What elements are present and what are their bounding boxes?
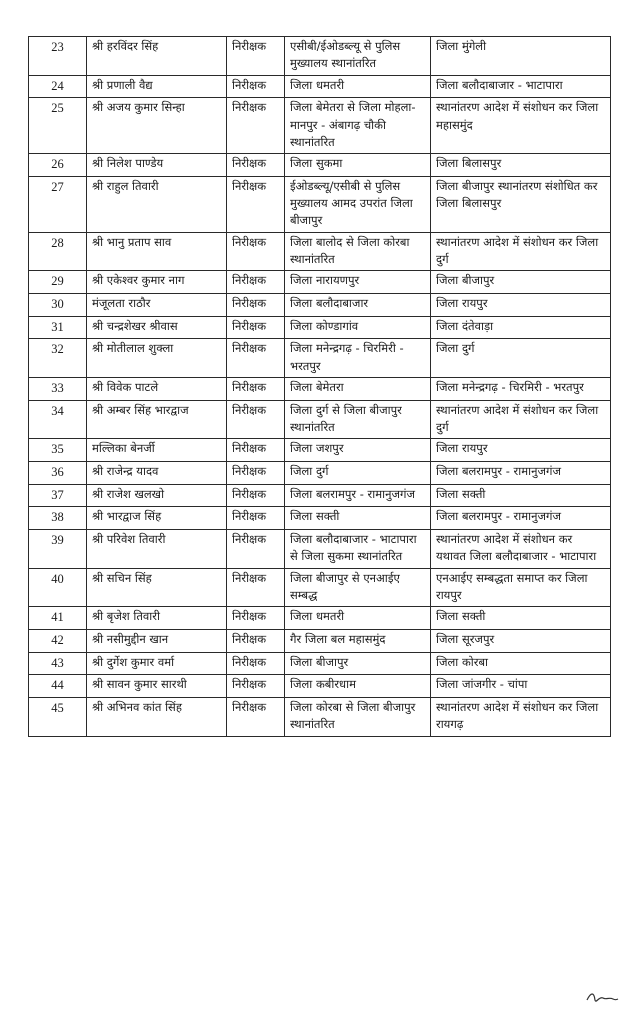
current-posting-cell: जिला दुर्ग [285,461,431,484]
officer-name-cell: श्री विवेक पाटले [87,377,227,400]
table-row [29,176,611,232]
rank-cell: निरीक्षक [227,400,285,439]
table-row [29,271,611,294]
table-row [29,507,611,530]
new-posting-cell: जिला मनेन्द्रगढ़ - चिरमिरी - भरतपुर [431,377,611,400]
officer-name-cell: मंजूलता राठौर [87,293,227,316]
rank-cell: निरीक्षक [227,484,285,507]
new-posting-cell: जिला बीजापुर [431,271,611,294]
table-row [29,568,611,607]
current-posting-cell: जिला बीजापुर [285,652,431,675]
new-posting-cell: जिला बलौदाबाजार - भाटापारा [431,75,611,98]
serial-number-cell: 44 [29,675,87,698]
rank-cell: निरीक्षक [227,568,285,607]
serial-number-cell: 43 [29,652,87,675]
rank-cell: निरीक्षक [227,271,285,294]
serial-number-cell: 27 [29,176,87,232]
new-posting-cell: जिला दुर्ग [431,339,611,378]
rank-cell: निरीक्षक [227,507,285,530]
new-posting-cell: जिला सक्ती [431,607,611,630]
rank-cell: निरीक्षक [227,652,285,675]
table-row [29,293,611,316]
new-posting-cell: जिला बिलासपुर [431,154,611,177]
table-row [29,400,611,439]
table-row [29,698,611,737]
new-posting-cell: जिला जांजगीर - चांपा [431,675,611,698]
table-row [29,316,611,339]
rank-cell: निरीक्षक [227,377,285,400]
serial-number-cell: 41 [29,607,87,630]
serial-number-cell: 25 [29,98,87,154]
officer-name-cell: श्री नसीमुद्दीन खान [87,629,227,652]
table-row [29,675,611,698]
current-posting-cell: जिला बीजापुर से एनआईए सम्बद्ध [285,568,431,607]
officer-name-cell: श्री एकेश्वर कुमार नाग [87,271,227,294]
new-posting-cell: जिला सूरजपुर [431,629,611,652]
transfer-table-body [29,37,611,737]
current-posting-cell: जिला कोरबा से जिला बीजापुर स्थानांतरित [285,698,431,737]
new-posting-cell: जिला मुंगेली [431,37,611,76]
rank-cell: निरीक्षक [227,530,285,569]
new-posting-cell: जिला रायपुर [431,439,611,462]
officer-name-cell: श्री भारद्वाज सिंह [87,507,227,530]
current-posting-cell: जिला बलरामपुर - रामानुजगंज [285,484,431,507]
current-posting-cell: ईओडब्ल्यू/एसीबी से पुलिस मुख्यालय आमद उपरांत जिला बीजापुर [285,176,431,232]
serial-number-cell: 36 [29,461,87,484]
officer-name-cell: मल्लिका बेनर्जी [87,439,227,462]
rank-cell: निरीक्षक [227,698,285,737]
current-posting-cell: जिला धमतरी [285,75,431,98]
transfer-table [28,36,611,737]
new-posting-cell: स्थानांतरण आदेश में संशोधन कर जिला महासमुंद [431,98,611,154]
table-row [29,154,611,177]
officer-name-cell: श्री परिवेश तिवारी [87,530,227,569]
serial-number-cell: 26 [29,154,87,177]
serial-number-cell: 31 [29,316,87,339]
officer-name-cell: श्री मोतीलाल शुक्ला [87,339,227,378]
serial-number-cell: 24 [29,75,87,98]
officer-name-cell: श्री प्रणाली वैद्य [87,75,227,98]
serial-number-cell: 37 [29,484,87,507]
table-row [29,75,611,98]
current-posting-cell: जिला बालोद से जिला कोरबा स्थानांतरित [285,232,431,271]
new-posting-cell: जिला सक्ती [431,484,611,507]
new-posting-cell: जिला दंतेवाड़ा [431,316,611,339]
current-posting-cell: जिला बेमेतरा से जिला मोहला- मानपुर - अंबागढ़ चौकी स्थानांतरित [285,98,431,154]
rank-cell: निरीक्षक [227,232,285,271]
current-posting-cell: जिला बलौदाबाजार [285,293,431,316]
rank-cell: निरीक्षक [227,339,285,378]
serial-number-cell: 30 [29,293,87,316]
table-row [29,339,611,378]
officer-name-cell: श्री राजेन्द्र यादव [87,461,227,484]
officer-name-cell: श्री हरविंदर सिंह [87,37,227,76]
serial-number-cell: 38 [29,507,87,530]
rank-cell: निरीक्षक [227,98,285,154]
serial-number-cell: 40 [29,568,87,607]
new-posting-cell: स्थानांतरण आदेश में संशोधन कर जिला रायगढ़ [431,698,611,737]
table-row [29,530,611,569]
officer-name-cell: श्री अभिनव कांत सिंह [87,698,227,737]
rank-cell: निरीक्षक [227,154,285,177]
new-posting-cell: जिला बलरामपुर - रामानुजगंज [431,507,611,530]
new-posting-cell: स्थानांतरण आदेश में संशोधन कर जिला दुर्ग [431,232,611,271]
rank-cell: निरीक्षक [227,461,285,484]
table-row [29,607,611,630]
table-row [29,484,611,507]
new-posting-cell: जिला बीजापुर स्थानांतरण संशोधित कर जिला बिलासपुर [431,176,611,232]
rank-cell: निरीक्षक [227,75,285,98]
current-posting-cell: जिला धमतरी [285,607,431,630]
table-row [29,98,611,154]
serial-number-cell: 39 [29,530,87,569]
current-posting-cell: जिला दुर्ग से जिला बीजापुर स्थानांतरित [285,400,431,439]
serial-number-cell: 34 [29,400,87,439]
current-posting-cell: जिला सुकमा [285,154,431,177]
current-posting-cell: जिला बलौदाबाजार - भाटापारा से जिला सुकमा स्थानांतरित [285,530,431,569]
officer-name-cell: श्री दुर्गेश कुमार वर्मा [87,652,227,675]
serial-number-cell: 35 [29,439,87,462]
rank-cell: निरीक्षक [227,675,285,698]
serial-number-cell: 32 [29,339,87,378]
current-posting-cell: जिला कोण्डागांव [285,316,431,339]
officer-name-cell: श्री अम्बर सिंह भारद्वाज [87,400,227,439]
table-row [29,377,611,400]
current-posting-cell: एसीबी/ईओडब्ल्यू से पुलिस मुख्यालय स्थानांतरित [285,37,431,76]
officer-name-cell: श्री सचिन सिंह [87,568,227,607]
rank-cell: निरीक्षक [227,293,285,316]
table-row [29,629,611,652]
table-row [29,439,611,462]
table-row [29,232,611,271]
officer-name-cell: श्री बृजेश तिवारी [87,607,227,630]
current-posting-cell: जिला मनेन्द्रगढ़ - चिरमिरी - भरतपुर [285,339,431,378]
rank-cell: निरीक्षक [227,316,285,339]
serial-number-cell: 23 [29,37,87,76]
new-posting-cell: जिला कोरबा [431,652,611,675]
serial-number-cell: 29 [29,271,87,294]
rank-cell: निरीक्षक [227,607,285,630]
current-posting-cell: जिला नारायणपुर [285,271,431,294]
new-posting-cell: स्थानांतरण आदेश में संशोधन कर यथावत जिला बलौदाबाजार - भाटापारा [431,530,611,569]
current-posting-cell: गैर जिला बल महासमुंद [285,629,431,652]
new-posting-cell: जिला बलरामपुर - रामानुजगंज [431,461,611,484]
serial-number-cell: 28 [29,232,87,271]
rank-cell: निरीक्षक [227,37,285,76]
officer-name-cell: श्री सावन कुमार सारथी [87,675,227,698]
signature-mark-icon [585,988,619,1006]
rank-cell: निरीक्षक [227,629,285,652]
rank-cell: निरीक्षक [227,176,285,232]
current-posting-cell: जिला बेमेतरा [285,377,431,400]
new-posting-cell: जिला रायपुर [431,293,611,316]
officer-name-cell: श्री चन्द्रशेखर श्रीवास [87,316,227,339]
officer-name-cell: श्री भानु प्रताप साव [87,232,227,271]
officer-name-cell: श्री अजय कुमार सिन्हा [87,98,227,154]
current-posting-cell: जिला कबीरधाम [285,675,431,698]
table-row [29,461,611,484]
current-posting-cell: जिला सक्ती [285,507,431,530]
new-posting-cell: स्थानांतरण आदेश में संशोधन कर जिला दुर्ग [431,400,611,439]
new-posting-cell: एनआईए सम्बद्धता समाप्त कर जिला रायपुर [431,568,611,607]
serial-number-cell: 33 [29,377,87,400]
officer-name-cell: श्री राजेश खलखो [87,484,227,507]
table-row [29,37,611,76]
rank-cell: निरीक्षक [227,439,285,462]
serial-number-cell: 42 [29,629,87,652]
officer-name-cell: श्री राहुल तिवारी [87,176,227,232]
table-row [29,652,611,675]
serial-number-cell: 45 [29,698,87,737]
officer-name-cell: श्री निलेश पाण्डेय [87,154,227,177]
current-posting-cell: जिला जशपुर [285,439,431,462]
